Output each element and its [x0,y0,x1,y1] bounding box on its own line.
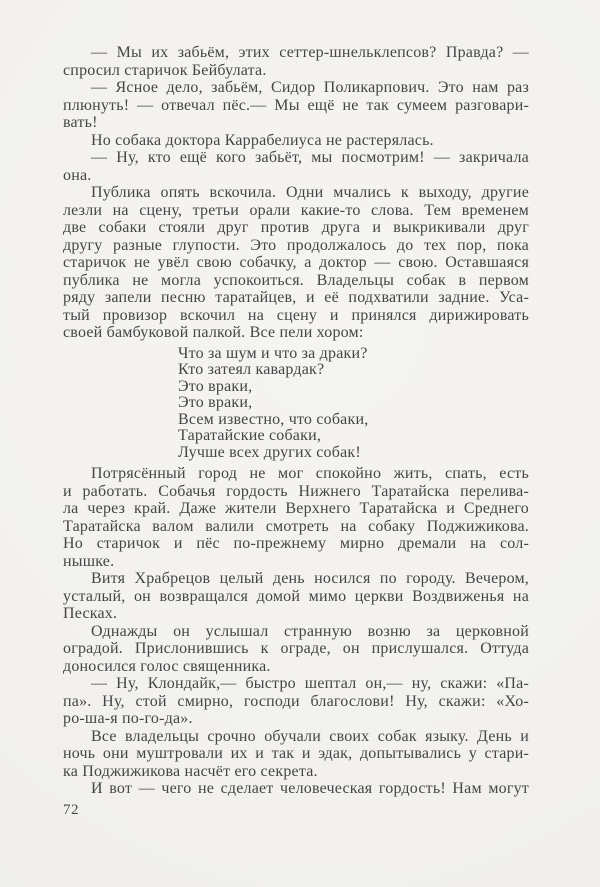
text-line: — Мы их забьём, этих сеттер-шнельклепсов? Правда? — [91,44,529,61]
text-line: вать! [63,114,98,131]
paragraph [63,675,529,728]
page-number: 72 [63,802,79,818]
text-line: Но старичок и пёс по-прежнему мирно дремали на сол- [63,535,529,552]
text-line: Однажды он услышал странную возню за церковной [91,622,529,640]
text-line: плюнуть! — отвечал пёс.— Мы ещё не так сумеем разговари- [63,96,529,114]
text-line: ночь они муштровали их и так и эдак, допытывались у стари- [63,745,529,762]
paragraph [63,465,529,570]
text-line: — Ну, кто ещё кого забьёт, мы посмотрим! — закричала [91,149,529,166]
text-line: Всем известно, что собаки, [178,411,369,428]
text-line: усталый, он возвращался домой мимо церкви Воздвиженья на [63,587,529,605]
text-line: ряду запели песню таратайцев, и её подхватили задние. Уса- [63,289,529,306]
text-line: Публика опять вскочила. Одни мчались к выходу, другие [91,184,529,201]
text-line: две собаки стояли друг против друга и выкрикивали друг [63,219,529,236]
text-line: Это враки, [178,378,253,395]
page-text [63,44,529,798]
paragraph [63,132,529,150]
text-line: нышке. [63,552,115,570]
text-line: Кто затеял кавардак? [178,362,325,378]
paragraph [63,570,529,623]
text-line: И вот — чего не сделает человеческая гордость! Нам могут [91,780,529,797]
text-line: Что за шум и что за драки? [178,345,368,362]
text-line: ла через край. Даже жители Верхнего Таратайска и Среднего [63,500,529,517]
text-line: публика не могла успокоиться. Владельцы собак в первом [63,271,529,289]
paragraph [63,780,529,798]
paragraph [63,623,529,676]
text-line: оградой. Прислонившись к ограде, он прислушался. Оттуда [63,640,529,657]
paragraph [63,44,529,79]
text-line: Все владельцы срочно обучали своих собак языку. День и [91,727,529,745]
text-line: доносился голос священника. [63,657,271,675]
text-line: — Ясное дело, забьём, Сидор Поликарпович. Это нам раз [91,79,529,96]
text-line: она. [63,166,92,184]
text-line: Витя Храбрецов целый день носился по городу. Вечером, [91,570,529,587]
text-line: Таратайска валом валили смотреть на собаку Поджижикова. [63,517,529,535]
text-line: и работать. Собачья гордость Нижнего Таратайска перелива- [63,482,529,500]
paragraph [63,79,529,132]
verse [178,346,529,462]
text-line: Таратайские собаки, [178,428,322,444]
text-line: своей бамбуковой палкой. Все пели хором: [63,324,364,341]
text-line: спросил старичок Бейбулата. [63,61,267,79]
text-line: ро-ша-я по-го-да». [63,710,193,727]
text-line: Песках. [63,605,118,622]
text-line: Потрясённый город не мог спокойно жить, спать, есть [91,465,529,482]
text-line: тый провизор вскочил на сцену и принялся дирижировать [63,306,529,324]
paragraph [63,728,529,781]
text-line: ка Поджижикова насчёт его секрета. [63,762,318,780]
text-line: па». Ну, стой смирно, господи благослови! Ну, скажи: «Хо- [63,692,529,710]
text-line: старичок не увёл свою собачку, а доктор — свою. Оставшаяся [63,254,529,271]
text-line: — Ну, Клондайк,— быстро шептал он,— ну, скажи: «Па- [91,675,529,692]
text-line: Лучше всех других собак! [178,444,361,461]
paragraph [63,149,529,184]
paragraph [63,184,529,342]
text-line: другу разные глупости. Это продолжалось до тех пор, пока [63,236,529,254]
text-line: Но собака доктора Каррабелиуса не растерялась. [91,131,434,149]
text-line: лезли на сцену, третьи орали какие-то слова. Тем временем [63,201,529,219]
text-line: Это враки, [178,395,253,411]
